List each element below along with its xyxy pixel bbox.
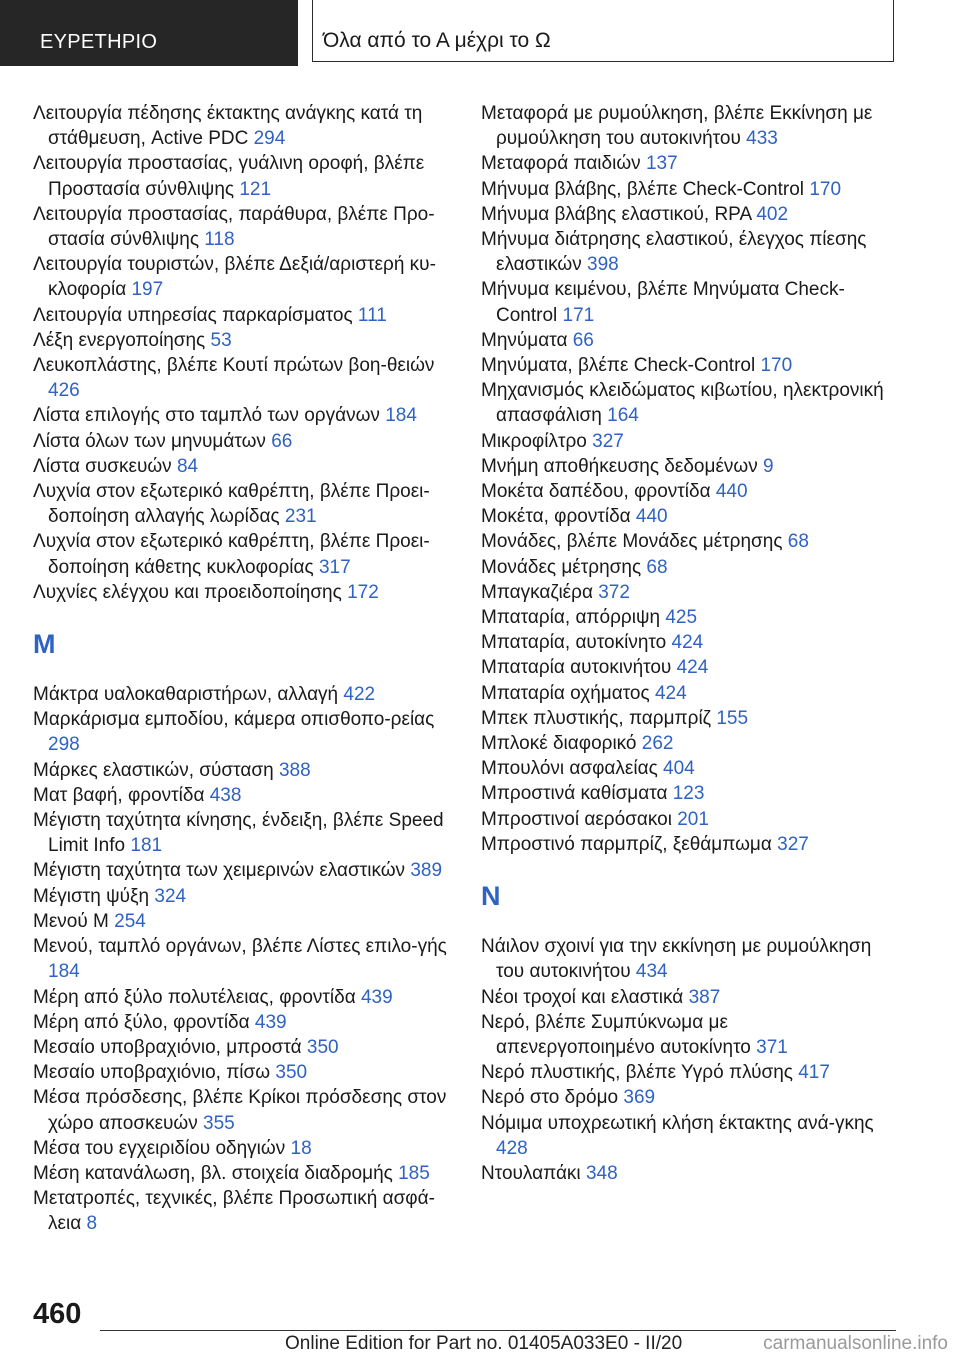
index-entry <box>481 202 891 227</box>
page-reference-link[interactable]: 84 <box>176 455 199 477</box>
index-entry <box>33 353 453 403</box>
page-reference-link[interactable]: 327 <box>777 833 809 855</box>
page-reference-link[interactable]: 181 <box>130 835 163 857</box>
page-reference-link[interactable]: 440 <box>635 506 668 528</box>
page-reference-link[interactable]: 66 <box>271 430 293 452</box>
page-reference-link[interactable]: 438 <box>209 784 242 806</box>
page-reference-link[interactable]: 294 <box>253 128 286 150</box>
index-entry-text: Μπροστινό παρμπρίζ, ξεθάμπωμα <box>481 833 772 855</box>
index-entry <box>33 707 453 757</box>
index-entry <box>481 655 891 680</box>
index-entry <box>33 202 453 252</box>
index-entry <box>33 580 453 605</box>
index-entry-text: Ματ βαφή, φροντίδα <box>33 784 205 806</box>
page-reference-link[interactable]: 424 <box>654 682 687 704</box>
index-entry-text: Μονάδες, βλέπε Μονάδες μέτρησης <box>481 531 783 553</box>
page-reference-link[interactable]: 424 <box>671 632 704 654</box>
index-entry-text: Μπεκ πλυστικής, παρμπρίζ <box>481 707 712 729</box>
page-reference-link[interactable]: 298 <box>48 734 80 756</box>
index-entry <box>33 101 453 151</box>
index-entry-text: Μάκτρα υαλοκαθαριστήρων, αλλαγή <box>33 684 339 706</box>
page-reference-link[interactable]: 121 <box>239 178 272 200</box>
index-entry <box>481 529 891 554</box>
index-entry <box>33 1136 453 1161</box>
page-reference-link[interactable]: 137 <box>645 153 678 175</box>
page-reference-link[interactable]: 425 <box>665 607 698 629</box>
index-entry <box>481 479 891 504</box>
page-reference-link[interactable]: 68 <box>646 556 668 578</box>
page-reference-link[interactable]: 404 <box>663 758 695 780</box>
index-entry-text: Νάιλον σχοινί για την εκκίνηση με ρυμούλκηση του αυτοκινήτου <box>481 936 872 983</box>
index-entry <box>481 1085 891 1110</box>
index-entry-text: Μεσαίο υποβραχιόνιο, πίσω <box>33 1062 271 1084</box>
index-entry-text: Μέση κατανάλωση, βλ. στοιχεία διαδρομής <box>33 1162 393 1184</box>
page-reference-link[interactable]: 231 <box>284 506 317 528</box>
index-entry-text: Ντουλαπάκι <box>481 1162 581 1184</box>
index-entry-text: Μπροστινά καθίσματα <box>481 783 668 805</box>
page-reference-link[interactable]: 201 <box>677 808 709 830</box>
index-entry <box>33 1010 453 1035</box>
index-entry-text: Μπαταρία, απόρριψη <box>481 607 661 629</box>
page-reference-link[interactable]: 184 <box>385 405 417 427</box>
page-reference-link[interactable]: 184 <box>48 961 80 983</box>
page-reference-link[interactable]: 262 <box>641 733 674 755</box>
page-reference-link[interactable]: 254 <box>114 910 146 932</box>
index-entry <box>33 985 453 1010</box>
page-reference-link[interactable]: 9 <box>763 455 774 477</box>
page-reference-link[interactable]: 389 <box>410 860 443 882</box>
index-entry-text: Μοκέτα δαπέδου, φροντίδα <box>481 481 711 503</box>
index-entry-text: Μνήμη αποθήκευσης δεδομένων <box>481 455 758 477</box>
index-entry-text: Λειτουργία πέδησης έκτακτης ανάγκης κατά τη στάθμευση, Active PDC <box>33 103 423 150</box>
index-entry-text: Μεταφορά παιδιών <box>481 153 641 175</box>
index-entry-text: Μεσαίο υποβραχιόνιο, μπροστά <box>33 1036 302 1058</box>
index-entry-text: Μπαταρία, αυτοκίνητο <box>481 632 667 654</box>
index-entry <box>33 1186 453 1236</box>
page-reference-link[interactable]: 185 <box>398 1162 430 1184</box>
page-reference-link[interactable]: 171 <box>562 304 595 326</box>
page-reference-link[interactable]: 355 <box>203 1112 235 1134</box>
index-entry-text: Μπουλόνι ασφαλείας <box>481 758 658 780</box>
index-entry <box>481 454 891 479</box>
index-entry <box>33 884 453 909</box>
index-entry <box>481 681 891 706</box>
index-entry <box>33 1035 453 1060</box>
index-entry-text: Λυχνία στον εξωτερικό καθρέπτη, βλέπε Προει-δοποίηση κάθετης κυκλοφορίας <box>33 531 430 578</box>
index-entry-text: Μικροφίλτρο <box>481 430 587 452</box>
page-reference-link[interactable]: 424 <box>676 657 709 679</box>
page-reference-link[interactable]: 111 <box>357 304 387 326</box>
index-entry-text: Μέρη από ξύλο, φροντίδα <box>33 1011 250 1033</box>
index-entry-text: Λέξη ενεργοποίησης <box>33 329 206 351</box>
index-entry <box>33 529 453 579</box>
page-reference-link[interactable]: 170 <box>760 355 793 377</box>
page-reference-link[interactable]: 439 <box>254 1011 287 1033</box>
index-entry <box>33 429 453 454</box>
index-entry-text: Μπαγκαζιέρα <box>481 581 593 603</box>
page-reference-link[interactable]: 348 <box>585 1162 618 1184</box>
page-reference-link[interactable]: 402 <box>756 203 789 225</box>
index-entry <box>481 1161 891 1186</box>
index-entry <box>481 555 891 580</box>
page-reference-link[interactable]: 426 <box>48 380 80 402</box>
index-entry-text: Λίστα όλων των μηνυμάτων <box>33 430 266 452</box>
index-entry <box>33 328 453 353</box>
index-entry <box>481 378 891 428</box>
page-reference-link[interactable]: 118 <box>204 229 235 251</box>
index-entry <box>481 630 891 655</box>
page-reference-link[interactable]: 398 <box>587 254 619 276</box>
edition-text: Online Edition for Part no. 01405A033E0 - II/20 <box>285 1333 683 1354</box>
index-entry <box>481 580 891 605</box>
section-letter: Μ <box>33 629 56 660</box>
index-entry-text: Λυχνίες ελέγχου και προειδοποίησης <box>33 581 342 603</box>
index-entry <box>33 1085 453 1135</box>
index-entry-text: Λευκοπλάστης, βλέπε Κουτί πρώτων βοη-θειών <box>33 355 435 377</box>
index-entry <box>33 303 453 328</box>
page-reference-link[interactable]: 387 <box>688 986 721 1008</box>
index-entry <box>33 1060 453 1085</box>
watermark: carmanualsonline.info <box>763 1333 948 1354</box>
page-reference-link[interactable]: 388 <box>278 759 311 781</box>
index-entry-text: Μέρη από ξύλο πολυτέλειας, φροντίδα <box>33 986 356 1008</box>
page-reference-link[interactable]: 371 <box>756 1036 788 1058</box>
index-column-left <box>33 101 453 1237</box>
page-reference-link[interactable]: 428 <box>496 1137 528 1159</box>
index-entry <box>481 177 891 202</box>
index-entry-text: Λίστα επιλογής στο ταμπλό των οργάνων <box>33 405 380 427</box>
index-entry <box>33 479 453 529</box>
index-entry <box>481 807 891 832</box>
index-entry-text: Μεταφορά με ρυμούλκηση, βλέπε Εκκίνηση με ρυμούλκηση του αυτοκινήτου <box>481 103 873 150</box>
index-entry-text: Μπροστινοί αερόσακοι <box>481 808 672 830</box>
page-reference-link[interactable]: 417 <box>798 1062 830 1084</box>
index-entry <box>481 832 891 857</box>
index-entry <box>33 783 453 808</box>
index-entry-text: Μήνυμα βλάβης ελαστικού, RPA <box>481 203 752 225</box>
index-entry <box>481 429 891 454</box>
page-reference-link[interactable]: 155 <box>716 707 749 729</box>
index-entry-text: Μηχανισμός κλειδώματος κιβωτίου, ηλεκτρονική απασφάλιση <box>481 380 884 427</box>
page-reference-link[interactable]: 8 <box>86 1213 98 1235</box>
index-entry <box>33 252 453 302</box>
index-entry <box>33 1161 453 1186</box>
index-entry <box>481 277 891 327</box>
index-entry-text: Μέγιστη ταχύτητα κίνησης, ένδειξη, βλέπε Speed Limit Info <box>33 810 444 857</box>
section-tab: ΕΥΡΕΤΗΡΙΟ <box>0 0 298 66</box>
page-reference-link[interactable]: 369 <box>623 1087 656 1109</box>
index-entry <box>481 151 891 176</box>
page-reference-link[interactable]: 66 <box>572 329 594 351</box>
index-entry <box>481 731 891 756</box>
index-entry-text: Λίστα συσκευών <box>33 455 172 477</box>
index-entry-text: Μέγιστη ταχύτητα των χειμερινών ελαστικών <box>33 860 406 882</box>
index-entry-text: Μέσα πρόσδεσης, βλέπε Κρίκοι πρόσδεσης στον χώρο αποσκευών <box>33 1087 447 1134</box>
page-reference-link[interactable]: 123 <box>672 783 705 805</box>
index-entry-text: Μονάδες μέτρησης <box>481 556 642 578</box>
index-entry <box>481 706 891 731</box>
page-reference-link[interactable]: 18 <box>290 1137 312 1159</box>
index-entry-text: Μέσα του εγχειριδίου οδηγιών <box>33 1137 286 1159</box>
index-entry-text: Λυχνία στον εξωτερικό καθρέπτη, βλέπε Προει-δοποίηση αλλαγής λωρίδας <box>33 481 430 528</box>
page-reference-link[interactable]: 53 <box>210 329 232 351</box>
section-letter: Ν <box>481 881 501 912</box>
page-reference-link[interactable]: 170 <box>809 178 842 200</box>
index-entry-text: Μάρκες ελαστικών, σύσταση <box>33 759 274 781</box>
page-reference-link[interactable]: 372 <box>598 581 630 603</box>
index-entry <box>481 353 891 378</box>
page-reference-link[interactable]: 327 <box>592 430 624 452</box>
index-entry <box>33 403 453 428</box>
index-entry-text: Νόμιμα υποχρεωτική κλήση έκτακτης ανά-γκης <box>481 1112 874 1134</box>
page-reference-link[interactable]: 317 <box>318 556 351 578</box>
index-entry <box>481 781 891 806</box>
index-entry <box>481 227 891 277</box>
page-reference-link[interactable]: 324 <box>154 885 187 907</box>
index-entry-text: Νερό στο δρόμο <box>481 1087 619 1109</box>
page-footer <box>0 1290 960 1362</box>
index-entry <box>33 151 453 201</box>
index-entry-text: Μήνυμα βλάβης, βλέπε Check-Control <box>481 178 805 200</box>
index-entry-text: Νέοι τροχοί και ελαστικά <box>481 986 684 1008</box>
index-column-right <box>481 101 891 1186</box>
page-reference-link[interactable]: 164 <box>607 405 639 427</box>
index-entry-text: Μέγιστη ψύξη <box>33 885 150 907</box>
index-entry-text: Μήνυμα διάτρησης ελαστικού, έλεγχος πίεσης ελαστικών <box>481 229 867 276</box>
page-reference-link[interactable]: 422 <box>343 684 376 706</box>
index-entry <box>481 1060 891 1085</box>
page-reference-link[interactable]: 197 <box>131 279 164 301</box>
index-entry-text: Μήνυμα κειμένου, βλέπε Μηνύματα Check-Control <box>481 279 845 326</box>
page-reference-link[interactable]: 433 <box>746 128 778 150</box>
index-entry-text: Μπαταρία οχήματος <box>481 682 650 704</box>
index-entry <box>481 985 891 1010</box>
index-entry-text: Λειτουργία προστασίας, παράθυρα, βλέπε Προ-στασία σύνθλιψης <box>33 203 435 251</box>
index-entry <box>481 934 891 984</box>
page-header <box>0 0 960 66</box>
index-entry <box>33 454 453 479</box>
index-entry-text: Μηνύματα <box>481 329 568 351</box>
page-title: Όλα από το Α μέχρι το Ω <box>312 0 894 62</box>
index-entry-text: Μαρκάρισμα εμποδίου, κάμερα οπισθοπο-ρείας <box>33 709 435 731</box>
page-reference-link[interactable]: 172 <box>347 581 379 603</box>
index-entry <box>33 858 453 883</box>
page-reference-link[interactable]: 350 <box>306 1036 339 1058</box>
page-reference-link[interactable]: 440 <box>715 481 748 503</box>
index-entry <box>33 909 453 934</box>
index-entry-text: Μενού, ταμπλό οργάνων, βλέπε Λίστες επιλο-γής <box>33 936 447 958</box>
index-entry <box>481 328 891 353</box>
index-entry <box>33 758 453 783</box>
page-reference-link[interactable]: 439 <box>360 986 393 1008</box>
footer-divider <box>100 1330 896 1331</box>
index-entry <box>481 101 891 151</box>
index-entry-text: Μπαταρία αυτοκινήτου <box>481 657 672 679</box>
index-entry-text: Μετατροπές, τεχνικές, βλέπε Προσωπική ασφά-λεια <box>33 1188 435 1235</box>
index-entry-text: Μοκέτα, φροντίδα <box>481 506 631 528</box>
index-entry-text: Λειτουργία προστασίας, γυάλινη οροφή, βλέπε Προστασία σύνθλιψης <box>33 153 425 200</box>
index-entry-text: Μηνύματα, βλέπε Check-Control <box>481 355 756 377</box>
index-entry <box>481 504 891 529</box>
index-entry-text: Νερό, βλέπε Συμπύκνωμα με απενεργοποιημένο αυτοκίνητο <box>481 1011 751 1058</box>
index-entry <box>481 756 891 781</box>
index-entry <box>33 682 453 707</box>
index-entry <box>481 605 891 630</box>
index-entry-text: Λειτουργία τουριστών, βλέπε Δεξιά/αριστερή κυ-κλοφορία <box>33 254 436 301</box>
page-reference-link[interactable]: 434 <box>635 961 668 983</box>
index-entry-text: Μενού Μ <box>33 910 109 932</box>
index-entry <box>33 934 453 984</box>
index-entry <box>33 808 453 858</box>
page-reference-link[interactable]: 350 <box>275 1062 308 1084</box>
index-entry <box>481 1010 891 1060</box>
page-reference-link[interactable]: 68 <box>787 531 809 553</box>
page-number: 460 <box>33 1298 82 1330</box>
index-entry-text: Μπλοκέ διαφορικό <box>481 733 637 755</box>
index-entry-text: Λειτουργία υπηρεσίας παρκαρίσματος <box>33 304 353 326</box>
index-entry <box>481 1111 891 1161</box>
index-entry-text: Νερό πλυστικής, βλέπε Υγρό πλύσης <box>481 1062 793 1084</box>
